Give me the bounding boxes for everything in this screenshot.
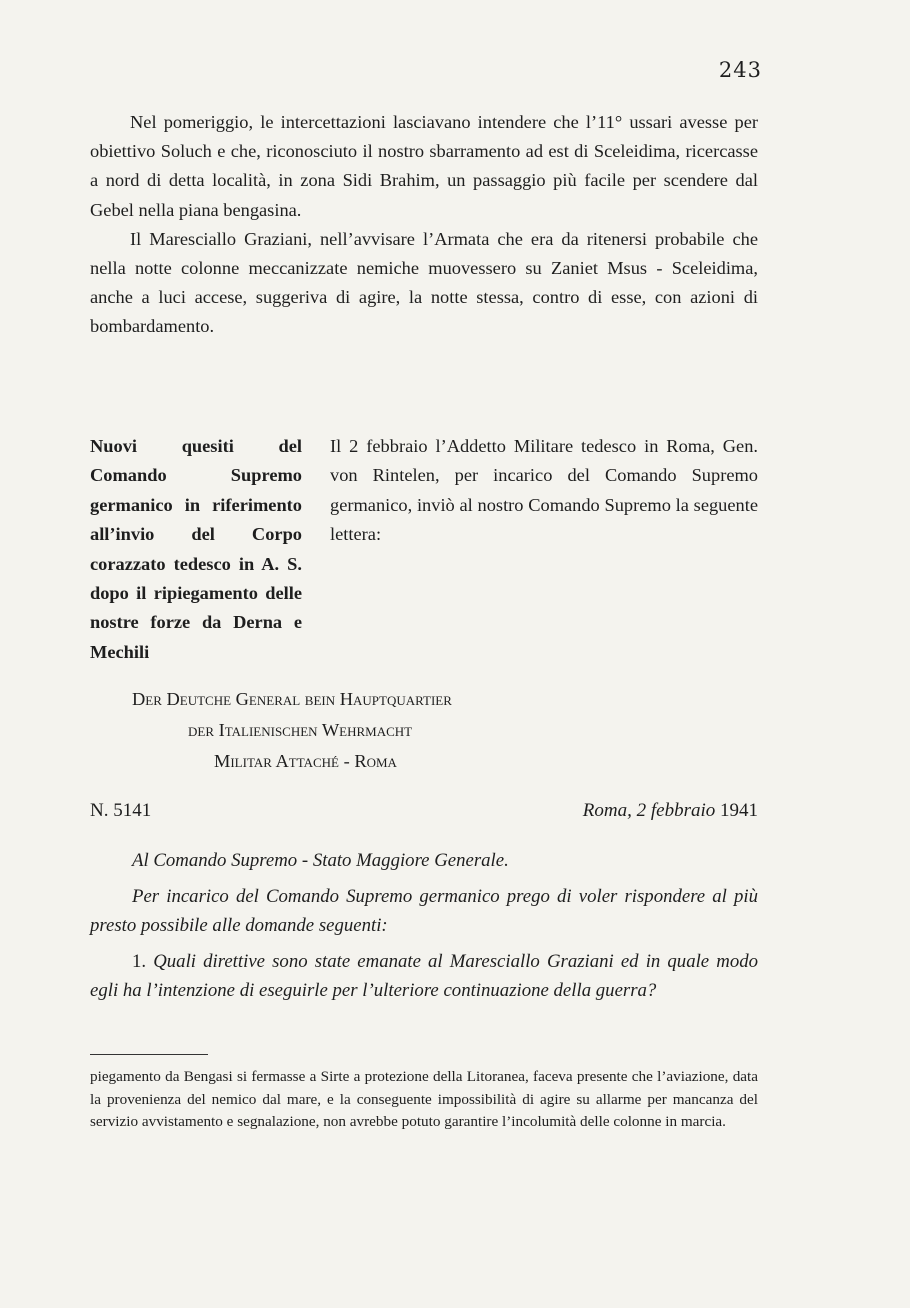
letterhead-line-3: Militar Attaché - Roma: [214, 751, 397, 771]
letter-day-month: 2 febbraio: [636, 800, 716, 821]
letter-number: N. 5141: [90, 800, 152, 821]
paragraph-2: Il Maresciallo Graziani, nell’avvisare l’Armata che era da ritenersi probabile che nella notte colonne meccanizzate nemiche muovessero su Zaniet Msus - Sceleidima, anche a luci accese, suggeriva di agire, la notte stessa, contro di esse, con azioni di bombardamento.: [90, 228, 758, 337]
footnote-divider: [90, 1054, 208, 1055]
body-text: [90, 108, 758, 342]
letterhead-line-1: Der Deutche General bein Hauptquartier: [132, 689, 452, 709]
letterhead: [90, 684, 758, 777]
letter-addressee: Al Comando Supremo - Stato Maggiore Generale.: [132, 850, 509, 871]
question-number: 1.: [132, 950, 147, 972]
letter-year: 1941: [720, 800, 758, 821]
question-text: Quali direttive sono state emanate al Maresciallo Graziani ed in quale modo egli ha l’intenzione di eseguirle per l’ulteriore continuazione della guerra?: [90, 950, 758, 1002]
paragraph-1: Nel pomeriggio, le intercettazioni lasciavano intendere che l’11° ussari avesse per obiettivo Soluch e che, riconosciuto il nostro sbarramento ad est di Sceleidima, ricercasse a nord di detta località, in zona Sidi Brahim, un passaggio più facile per scendere dal Gebel nella piana bengasina.: [90, 112, 758, 220]
footnote: piegamento da Bengasi si fermasse a Sirte a protezione della Litoranea, faceva presente che l’aviazione, data la provenienza del nemico dal mare, e la conseguente impossibilità di agire su allarme per mancanza del servizio avvistamento e segnalazione, non avrebbe potuto garantire l’incolumità delle colonne in marcia.: [90, 1068, 758, 1131]
letter-body: [90, 846, 758, 1012]
letterhead-line-2: der Italienischen Wehrmacht: [188, 720, 413, 740]
letter-question-1: [90, 947, 758, 1006]
marginal-heading: Nuovi quesiti del Comando Supremo germanico in riferimento all’invio del Corpo corazzato tedesco in A. S. dopo il ripiegamento delle nostre forze da Derna e Mechili: [90, 436, 302, 662]
letter-intro: Per incarico del Comando Supremo germanico prego di voler rispondere al più presto possibile alle domande seguenti:: [90, 885, 758, 937]
section-text: Il 2 febbraio l’Addetto Militare tedesco in Roma, Gen. von Rintelen, per incarico del Comando Supremo germanico, inviò al nostro Comando Supremo la seguente lettera:: [330, 436, 758, 545]
letter-place: Roma,: [582, 800, 632, 821]
letter-date: [583, 800, 758, 822]
letter-reference-line: [90, 800, 758, 822]
page-number: 243: [718, 58, 762, 82]
